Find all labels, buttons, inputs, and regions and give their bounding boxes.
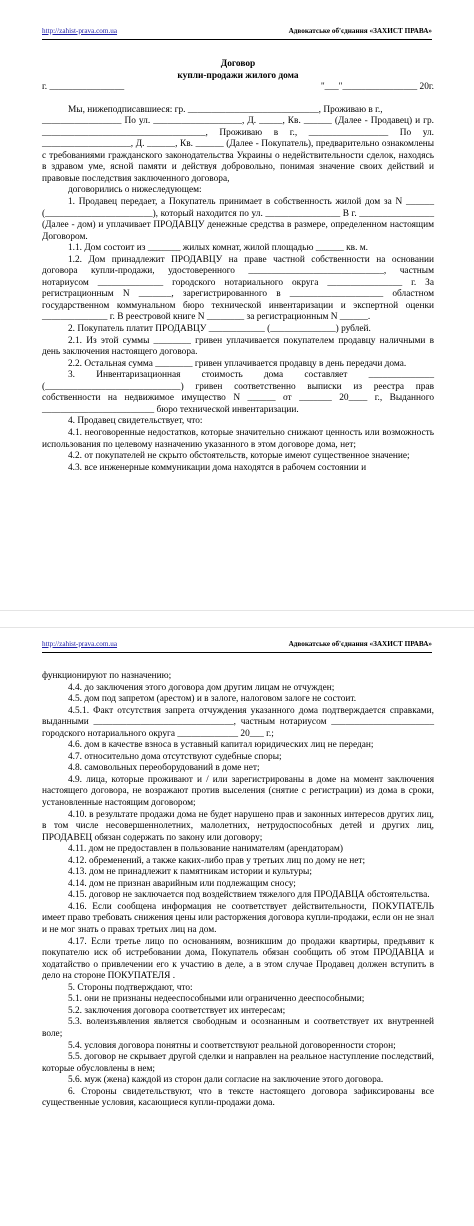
paragraph: 5.6. муж (жена) каждой из сторон дали согласие на заключение этого договора. <box>68 1075 384 1086</box>
paragraph: 2.2. Остальная сумма ________ гривен уплачивается продавцу в день передачи дома. <box>68 358 407 369</box>
paragraph: 4.17. Если третье лицо по основаниям, возникшим до продажи квартиры, предъявит к покупателю иск об истребовании дома, Покупатель обязан сообщить об этом ПРОДАВЦА и ходатайство о привлечении его к участию в деле, а в этом случае Продавец должен вступить в дело на стороне ПОКУПАТЕЛЯ . <box>42 936 434 982</box>
paragraph: 4. Продавец свидетельствует, что: <box>68 416 203 427</box>
paragraph: 1. Продавец передает, а Покупатель принимает в собственность жилой дом за N ______ (_______________________), который находится по ул. ________________ В г. ________________ (Далее - дом) и уплачивает ПРОДАВЦУ денежные средства в размере, определенном настоящим Договором. <box>42 197 434 242</box>
paragraph: 5. Стороны подтверждают, что: <box>68 982 193 993</box>
paragraph: Мы, нижеподписавшиеся: гр. ____________________________, Проживаю в г., <box>68 104 383 115</box>
paragraph: 2. Покупатель платит ПРОДАВЦУ ____________ (______________) рублей. <box>68 324 371 335</box>
paragraph: договорились о нижеследующем: <box>68 185 202 196</box>
page-break <box>0 610 474 628</box>
doc-title-line-1: Договор <box>220 59 256 69</box>
paragraph: 4.15. договор не заключается под воздействием тяжелого для ПРОДАВЦА обстоятельства. <box>68 890 430 901</box>
header-divider <box>42 652 432 653</box>
paragraph: 6. Стороны свидетельствуют, что в тексте настоящего договора зафиксированы все существенные условия, касающиеся купли-продажи дома. <box>42 1086 434 1109</box>
document-page-1 <box>0 0 474 610</box>
paragraph: 5.3. волеизъявления является свободным и осознанным и соответствует их внутренней воле; <box>42 1017 434 1039</box>
spacer <box>42 94 434 105</box>
date-field: "___"________________ 20г. <box>320 82 434 93</box>
paragraph: 4.11. дом не предоставлен в пользование нанимателям (арендаторам) <box>68 844 343 855</box>
firm-name: Адвокатське об'єднання «ЗАХИСТ ПРАВА» <box>288 640 432 648</box>
paragraph: 3. Инвентаризационная стоимость дома составляет ______________ (_____________________________) гривен соответственно выписки из реестра прав собственности на недвижимое имущество N ______ от _______ 20____ г., Выданного ________________________ бюро технической инвентаризации. <box>42 370 434 415</box>
paragraph: 5.4. условия договора понятны и соответствуют реальной договоренности сторон; <box>68 1040 396 1051</box>
document-page-2 <box>0 628 474 1226</box>
city-field: г. ________________ <box>42 82 125 93</box>
paragraph: 4.5. дом под запретом (арестом) и в залоге, налоговом залоге не состоит. <box>68 694 357 705</box>
paragraph: 4.1. неоговоренные недостатков, которые значительно снижают ценность или возможность использования по целевому назначению указанного в этом договоре дома, нет; <box>42 427 434 450</box>
paragraph: 4.10. в результате продажи дома не будет нарушено прав и законных интересов других лиц, в том числе несовершеннолетних, малолетних, нетрудоспособных детей и других лиц, ПРОДАВЕЦ обязан содержать по закону или договору; <box>42 809 434 843</box>
site-link[interactable]: http://zahist-prava.com.ua <box>42 27 118 35</box>
paragraph: 4.5.1. Факт отсутствия запрета отчуждения указанного дома подтверждается справками, выданными ______________________________, частным нотариусом ______________________ городского нотариального округа _____________ 20___ г.; <box>42 705 434 739</box>
paragraph: функционируют по назначению; <box>42 671 172 681</box>
paragraph: 4.9. лица, которые проживают и / или зарегистрированы в доме на момент заключения настоящего договора, не возражают против выселения (снятие с регистрации) из дома в сроки, установленные настоящим договором; <box>42 774 434 809</box>
paragraph: 4.7. относительно дома отсутствуют судебные споры; <box>68 751 282 762</box>
header-divider <box>42 39 432 40</box>
page-header <box>42 27 432 39</box>
paragraph: 5.5. договор не скрывает другой сделки и направлен на реальное наступление последствий, которые обусловлены в нем; <box>42 1052 434 1074</box>
paragraph: 5.2. заключения договора соответствует их интересам; <box>68 1005 286 1016</box>
paragraph: 4.8. самовольных переоборудований в доме нет; <box>68 763 260 774</box>
firm-name: Адвокатське об'єднання «ЗАХИСТ ПРАВА» <box>288 27 432 35</box>
paragraph: 4.14. дом не признан аварийным или подлежащим сносу; <box>68 878 296 889</box>
paragraph: 4.4. до заключения этого договора дом другим лицам не отчужден; <box>68 682 335 693</box>
paragraph: 1.2. Дом принадлежит ПРОДАВЦУ на праве частной собственности на основании договора купли-продажи, удостоверенного _____________________________, частным нотариусом ______________ городского нотариального округа ________________ г. За регистрационным N _______, зарегистрированного в ____________________ областном государственном коммунальном бюро технической инвентаризации и экспертной оценки ______________ г. В реестровой книге N ________ за регистрационным N ______. <box>42 254 434 323</box>
site-link[interactable]: http://zahist-prava.com.ua <box>42 640 118 648</box>
paragraph: 4.13. дом не принадлежит к памятникам истории и культуры; <box>68 867 312 878</box>
place-date-row <box>42 82 434 94</box>
document-body-1 <box>42 59 434 474</box>
doc-title-line-2: купли-продажи жилого дома <box>177 70 299 81</box>
document-body-2 <box>42 671 434 1110</box>
paragraph: 5.1. они не признаны недееспособными или ограниченно дееспособными; <box>68 994 365 1005</box>
paragraph: 4.2. от покупателей не скрыто обстоятельств, которые имеют существенное значение; <box>68 451 410 462</box>
paragraph: 4.6. дом в качестве взноса в уставный капитал юридических лиц не передан; <box>68 740 374 751</box>
paragraph: 1.1. Дом состоит из _______ жилых комнат, жилой площадью ______ кв. м. <box>68 243 368 254</box>
paragraph: 4.12. обременений, а также каких-либо прав у третьих лиц по дому не нет; <box>68 855 366 866</box>
paragraph: 4.3. все инженерные коммуникации дома находятся в рабочем состоянии и <box>68 462 367 473</box>
paragraph: 2.1. Из этой суммы ________ гривен уплачивается покупателем продавцу наличными в день заключения настоящего договора. <box>42 335 434 358</box>
page-header <box>42 640 432 652</box>
paragraph: _________________ По ул. ___________________, Д. _____, Кв. ______ (Далее - Продавец) и гр. ___________________________________, Проживаю в г., _________________ По ул. ___________________, Д. ______, Кв. ______ (Далее - Покупатель), предварительно ознакомлены с требованиями гражданского законодательства Украины о недействительности сделок, находясь в здравом уме, ясной памяти и действуя добровольно, понимая значение своих действий и правовые последствия заключенного договора, <box>42 116 434 184</box>
paragraph: 4.16. Если сообщена информация не соответствует действительности, ПОКУПАТЕЛЬ имеет право требовать снижения цены или расторжения договора купли-продажи, если он не знал и не мог знать о правах третьих лиц на дом. <box>42 901 434 936</box>
